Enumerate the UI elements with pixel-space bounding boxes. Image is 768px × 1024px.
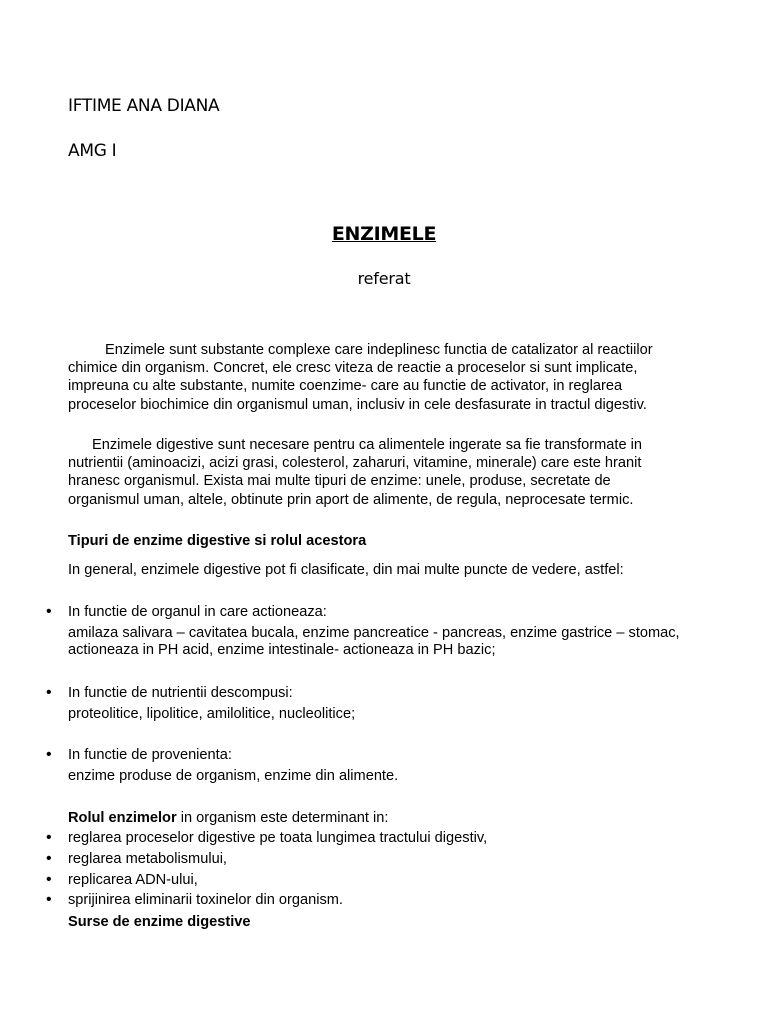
bullet-marker: • xyxy=(46,746,52,763)
bullet-marker: • xyxy=(46,603,52,620)
bullet-marker: • xyxy=(46,871,52,888)
author-name: IFTIME ANA DIANA xyxy=(68,96,220,116)
role-intro xyxy=(68,809,388,827)
paragraph-line: chimice din organism. Concret, ele cresc viteza de reactie a proceselor si sunt implicate, xyxy=(68,360,638,377)
group-label: AMG I xyxy=(68,141,117,161)
role-item: sprijinirea eliminarii toxinelor din organism. xyxy=(68,892,343,908)
paragraph-line: organismul uman, altele, obtinute prin aport de alimente, de regula, neprocesate termic. xyxy=(68,491,634,508)
section-heading-types: Tipuri de enzime digestive si rolul acestora xyxy=(68,533,367,549)
paragraph-intro xyxy=(68,341,708,414)
section-heading-sources: Surse de enzime digestive xyxy=(68,914,251,930)
bullet-label-nutrients: In functie de nutrientii descompusi: xyxy=(68,685,293,701)
bullet-marker: • xyxy=(46,891,52,908)
bullet-marker: • xyxy=(46,684,52,701)
paragraph-line: proceselor biochimice din organismul uman, inclusiv in cele desfasurate in tractul digestiv. xyxy=(68,396,647,413)
role-bold-label: Rolul enzimelor xyxy=(68,810,177,826)
paragraph-line: Enzimele sunt substante complexe care indeplinesc functia de catalizator al reactiilor xyxy=(105,342,653,358)
bullet-detail-line: actioneaza in PH acid, enzime intestinale- actioneaza in PH bazic; xyxy=(68,642,496,658)
role-rest-text: in organism este determinant in: xyxy=(176,810,389,826)
paragraph-line: nutrientii (aminoacizi, acizi grasi, colesterol, zaharuri, vitamine, minerale) care este hranit xyxy=(68,455,642,472)
paragraph-line: Enzimele digestive sunt necesare pentru ca alimentele ingerate sa fie transformate in xyxy=(92,437,642,453)
role-item: reglarea metabolismului, xyxy=(68,851,227,867)
paragraph-line: hranesc organismul. Exista mai multe tipuri de enzime: unele, produse, secretate de xyxy=(68,473,611,490)
bullet-label-origin: In functie de provenienta: xyxy=(68,747,232,763)
bullet-marker: • xyxy=(46,829,52,846)
bullet-label-organ: In functie de organul in care actioneaza: xyxy=(68,604,327,620)
bullet-detail-line: proteolitice, lipolitice, amilolitice, nucleolitice; xyxy=(68,706,356,722)
section-intro: In general, enzimele digestive pot fi clasificate, din mai multe puncte de vedere, astfel: xyxy=(68,562,624,578)
bullet-marker: • xyxy=(46,850,52,867)
paragraph-line: impreuna cu alte substante, numite coenzime- care au functie de activator, in reglarea xyxy=(68,378,623,395)
bullet-detail-line: enzime produse de organism, enzime din alimente. xyxy=(68,768,399,784)
role-item: reglarea proceselor digestive pe toata lungimea tractului digestiv, xyxy=(68,830,488,846)
document-subtitle: referat xyxy=(357,269,411,288)
bullet-detail-line: amilaza salivara – cavitatea bucala, enzime pancreatice - pancreas, enzime gastrice – stomac, xyxy=(68,625,680,641)
role-item: replicarea ADN-ului, xyxy=(68,872,198,888)
paragraph-digestive-enzymes xyxy=(68,436,708,509)
document-title: ENZIMELE xyxy=(331,223,437,245)
